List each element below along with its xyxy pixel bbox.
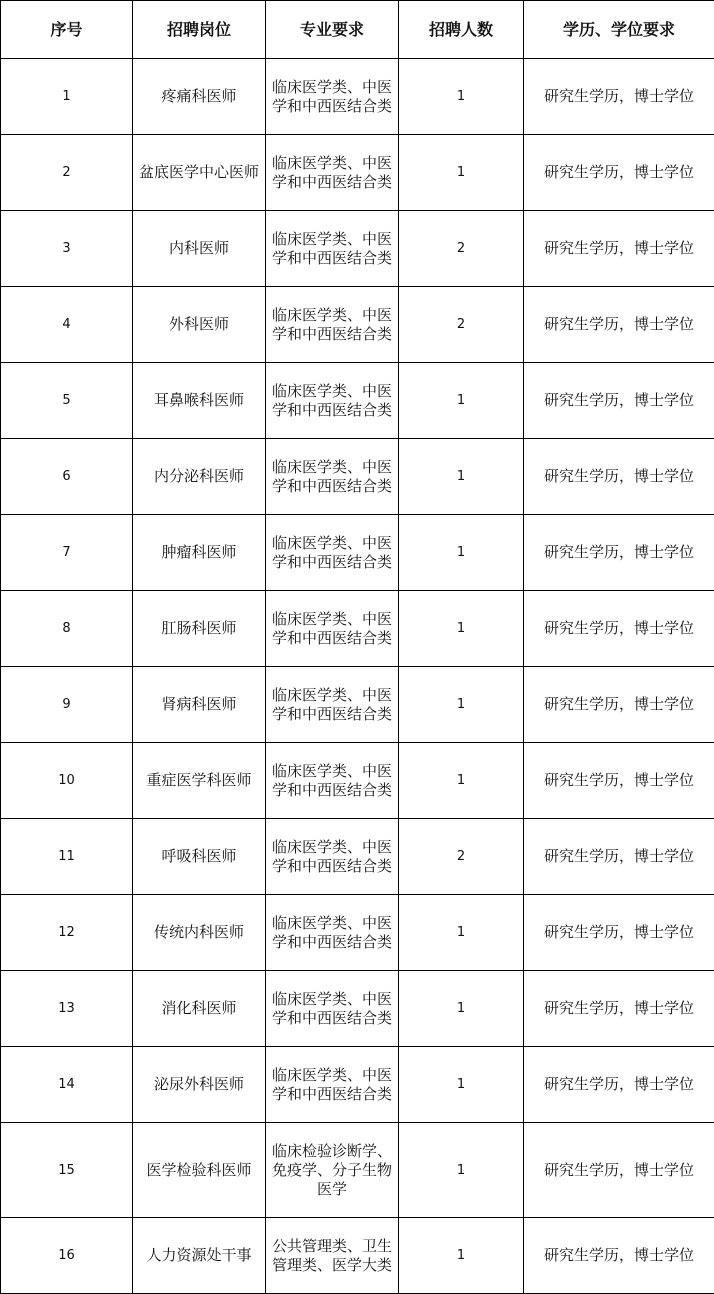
cell-major: 临床医学类、中医学和中西医结合类 [266, 439, 399, 515]
header-seq: 序号 [1, 1, 133, 59]
table-row [1, 743, 714, 819]
table-row [1, 819, 714, 895]
cell-position: 肾病科医师 [133, 667, 266, 743]
cell-position: 内科医师 [133, 211, 266, 287]
cell-degree: 研究生学历，博士学位 [524, 667, 714, 743]
cell-count: 2 [399, 287, 524, 363]
cell-position: 外科医师 [133, 287, 266, 363]
cell-degree: 研究生学历，博士学位 [524, 819, 714, 895]
header-major: 专业要求 [266, 1, 399, 59]
table-row [1, 59, 714, 135]
table-row [1, 515, 714, 591]
cell-major: 临床医学类、中医学和中西医结合类 [266, 895, 399, 971]
cell-seq: 11 [1, 819, 133, 895]
cell-major: 临床医学类、中医学和中西医结合类 [266, 515, 399, 591]
table-row [1, 439, 714, 515]
cell-position: 医学检验科医师 [133, 1123, 266, 1218]
cell-degree: 研究生学历，博士学位 [524, 287, 714, 363]
cell-count: 1 [399, 743, 524, 819]
header-count: 招聘人数 [399, 1, 524, 59]
cell-major: 临床医学类、中医学和中西医结合类 [266, 363, 399, 439]
table-row [1, 895, 714, 971]
cell-degree: 研究生学历，博士学位 [524, 135, 714, 211]
cell-position: 肿瘤科医师 [133, 515, 266, 591]
cell-seq: 6 [1, 439, 133, 515]
cell-seq: 3 [1, 211, 133, 287]
cell-seq: 7 [1, 515, 133, 591]
cell-position: 重症医学科医师 [133, 743, 266, 819]
header-degree: 学历、学位要求 [524, 1, 714, 59]
cell-seq: 2 [1, 135, 133, 211]
cell-count: 1 [399, 1123, 524, 1218]
table-row [1, 591, 714, 667]
cell-seq: 13 [1, 971, 133, 1047]
cell-seq: 9 [1, 667, 133, 743]
cell-degree: 研究生学历，博士学位 [524, 439, 714, 515]
cell-count: 2 [399, 211, 524, 287]
cell-count: 1 [399, 895, 524, 971]
cell-major: 临床医学类、中医学和中西医结合类 [266, 211, 399, 287]
cell-major: 临床医学类、中医学和中西医结合类 [266, 971, 399, 1047]
cell-count: 1 [399, 59, 524, 135]
cell-seq: 12 [1, 895, 133, 971]
cell-major: 临床医学类、中医学和中西医结合类 [266, 819, 399, 895]
cell-degree: 研究生学历，博士学位 [524, 1218, 714, 1294]
cell-major: 临床检验诊断学、免疫学、分子生物医学 [266, 1123, 399, 1218]
cell-seq: 10 [1, 743, 133, 819]
cell-position: 盆底医学中心医师 [133, 135, 266, 211]
cell-seq: 8 [1, 591, 133, 667]
cell-position: 内分泌科医师 [133, 439, 266, 515]
table-row [1, 363, 714, 439]
cell-major: 临床医学类、中医学和中西医结合类 [266, 287, 399, 363]
cell-degree: 研究生学历，博士学位 [524, 971, 714, 1047]
cell-position: 肛肠科医师 [133, 591, 266, 667]
cell-count: 1 [399, 1218, 524, 1294]
cell-degree: 研究生学历，博士学位 [524, 743, 714, 819]
table-row [1, 971, 714, 1047]
table-row [1, 211, 714, 287]
cell-count: 1 [399, 363, 524, 439]
cell-degree: 研究生学历，博士学位 [524, 59, 714, 135]
cell-count: 1 [399, 135, 524, 211]
cell-count: 2 [399, 819, 524, 895]
cell-count: 1 [399, 439, 524, 515]
cell-count: 1 [399, 667, 524, 743]
table-row [1, 135, 714, 211]
cell-major: 临床医学类、中医学和中西医结合类 [266, 59, 399, 135]
cell-major: 临床医学类、中医学和中西医结合类 [266, 743, 399, 819]
cell-position: 呼吸科医师 [133, 819, 266, 895]
cell-degree: 研究生学历，博士学位 [524, 211, 714, 287]
cell-degree: 研究生学历，博士学位 [524, 1047, 714, 1123]
cell-degree: 研究生学历，博士学位 [524, 515, 714, 591]
cell-major: 临床医学类、中医学和中西医结合类 [266, 667, 399, 743]
cell-position: 人力资源处干事 [133, 1218, 266, 1294]
cell-major: 公共管理类、卫生管理类、医学大类 [266, 1218, 399, 1294]
cell-degree: 研究生学历，博士学位 [524, 363, 714, 439]
cell-degree: 研究生学历，博士学位 [524, 591, 714, 667]
cell-seq: 14 [1, 1047, 133, 1123]
table-row [1, 287, 714, 363]
table-row [1, 667, 714, 743]
cell-position: 消化科医师 [133, 971, 266, 1047]
cell-seq: 4 [1, 287, 133, 363]
table-row [1, 1123, 714, 1218]
cell-seq: 1 [1, 59, 133, 135]
header-row [1, 1, 714, 59]
header-position: 招聘岗位 [133, 1, 266, 59]
table-row [1, 1218, 714, 1294]
cell-degree: 研究生学历，博士学位 [524, 895, 714, 971]
cell-position: 泌尿外科医师 [133, 1047, 266, 1123]
cell-major: 临床医学类、中医学和中西医结合类 [266, 1047, 399, 1123]
cell-position: 疼痛科医师 [133, 59, 266, 135]
cell-position: 传统内科医师 [133, 895, 266, 971]
table-row [1, 1047, 714, 1123]
cell-major: 临床医学类、中医学和中西医结合类 [266, 135, 399, 211]
cell-position: 耳鼻喉科医师 [133, 363, 266, 439]
cell-degree: 研究生学历，博士学位 [524, 1123, 714, 1218]
cell-seq: 15 [1, 1123, 133, 1218]
cell-seq: 5 [1, 363, 133, 439]
cell-count: 1 [399, 591, 524, 667]
cell-count: 1 [399, 1047, 524, 1123]
cell-seq: 16 [1, 1218, 133, 1294]
cell-count: 1 [399, 971, 524, 1047]
cell-major: 临床医学类、中医学和中西医结合类 [266, 591, 399, 667]
cell-count: 1 [399, 515, 524, 591]
